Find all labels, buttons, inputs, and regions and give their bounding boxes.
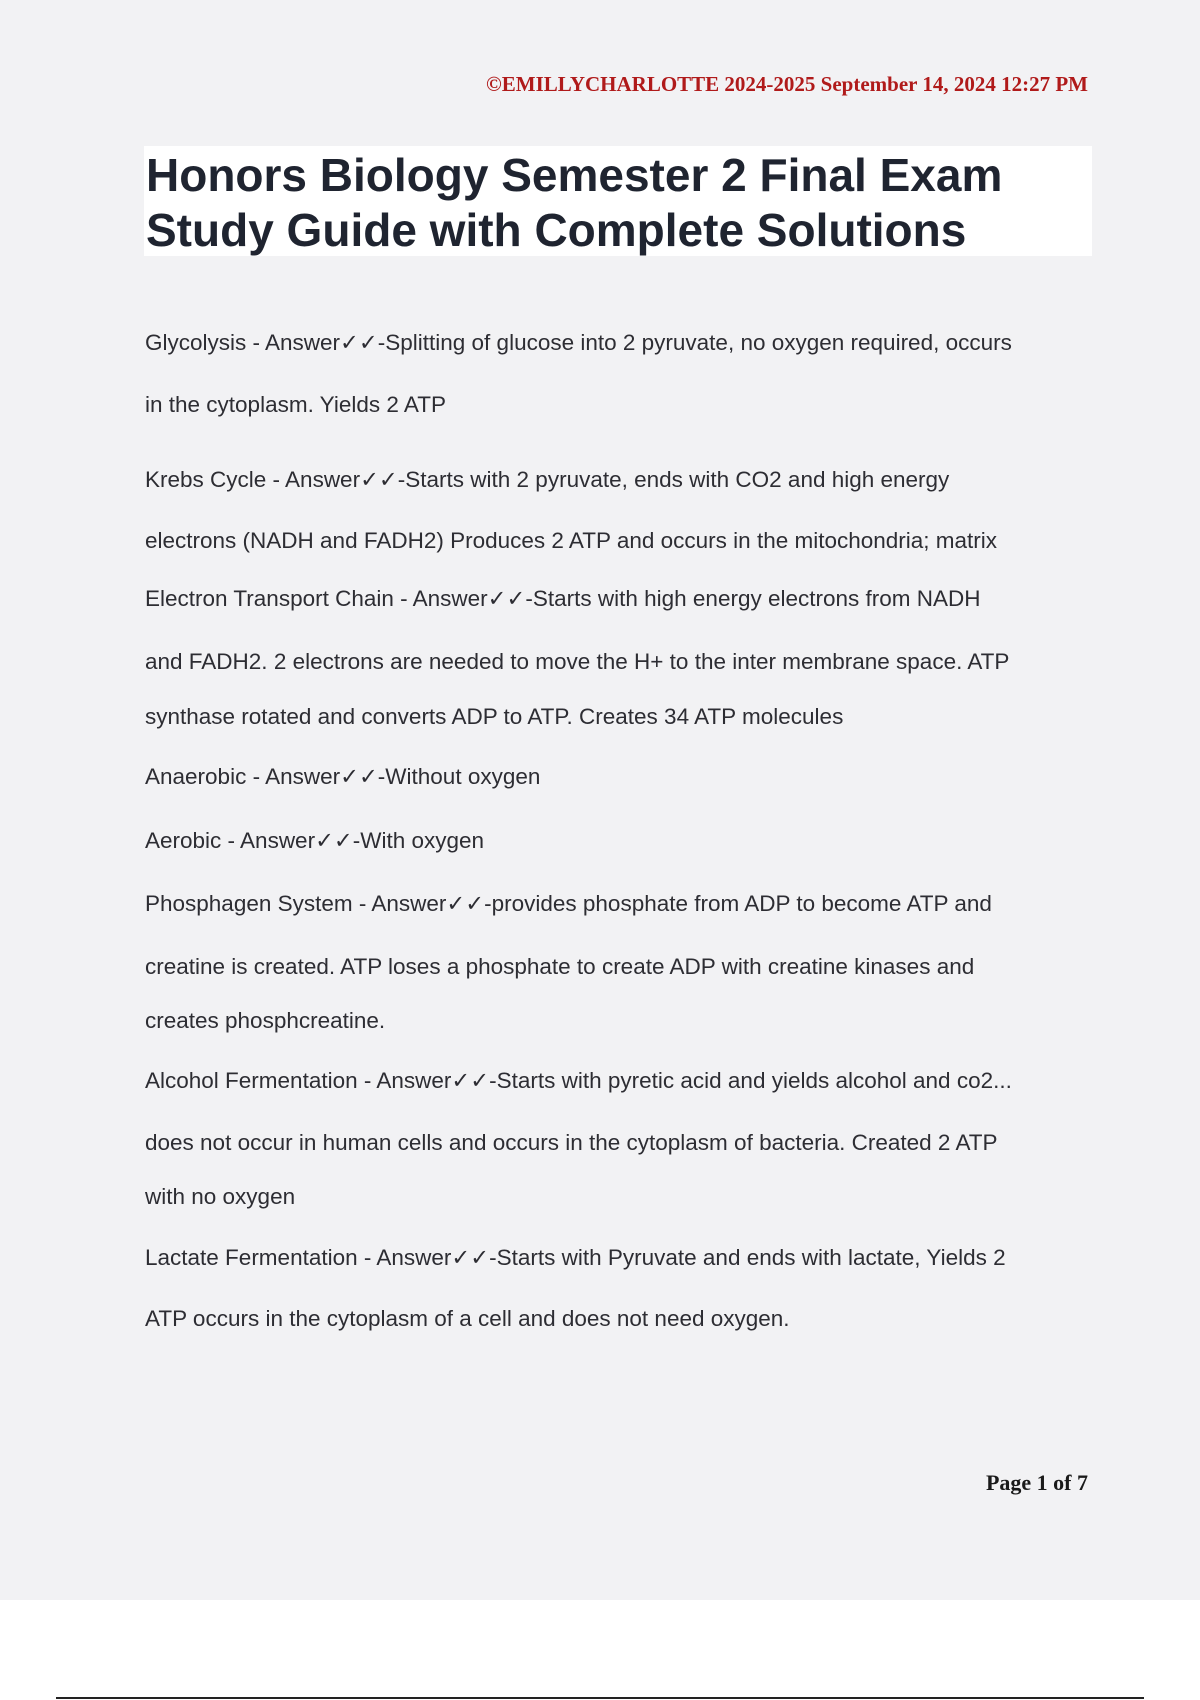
text-line: and FADH2. 2 electrons are needed to move the H+ to the inter membrane space. ATP (145, 649, 1010, 674)
text-line: electrons (NADH and FADH2) Produces 2 ATP and occurs in the mitochondria; matrix (145, 528, 998, 553)
text-line: Electron Transport Chain - Answer✓✓-Starts with high energy electrons from NADH (145, 586, 981, 611)
text-line: synthase rotated and converts ADP to ATP. Creates 34 ATP molecules (145, 704, 844, 729)
copyright-header: ©EMILLYCHARLOTTE 2024-2025 September 14, 2024 12:27 PM (486, 72, 1088, 96)
text-line: Glycolysis - Answer✓✓-Splitting of glucose into 2 pyruvate, no oxygen required, occurs (145, 330, 1012, 355)
text-line: with no oxygen (145, 1184, 296, 1209)
text-line: Anaerobic - Answer✓✓-Without oxygen (145, 764, 541, 789)
text-line: creatine is created. ATP loses a phosphate to create ADP with creatine kinases and (145, 954, 975, 979)
page-number: Page 1 of 7 (985, 1470, 1088, 1495)
bottom-divider (56, 1697, 1144, 1699)
text-line: Lactate Fermentation - Answer✓✓-Starts with Pyruvate and ends with lactate, Yields 2 (145, 1245, 1006, 1270)
text-line: Aerobic - Answer✓✓-With oxygen (145, 828, 485, 853)
title-line-2: Study Guide with Complete Solutions (146, 204, 967, 256)
text-line: in the cytoplasm. Yields 2 ATP (145, 392, 446, 417)
text-line: Alcohol Fermentation - Answer✓✓-Starts with pyretic acid and yields alcohol and co2... (145, 1068, 1012, 1093)
text-line: does not occur in human cells and occurs in the cytoplasm of bacteria. Created 2 ATP (145, 1130, 998, 1155)
text-line: Phosphagen System - Answer✓✓-provides phosphate from ADP to become ATP and (145, 891, 992, 916)
text-line: ATP occurs in the cytoplasm of a cell and does not need oxygen. (145, 1306, 790, 1331)
text-line: creates phosphcreatine. (145, 1008, 386, 1033)
page-title (144, 146, 1092, 256)
text-line: Krebs Cycle - Answer✓✓-Starts with 2 pyruvate, ends with CO2 and high energy (145, 467, 950, 492)
title-line-1: Honors Biology Semester 2 Final Exam (146, 149, 1003, 201)
